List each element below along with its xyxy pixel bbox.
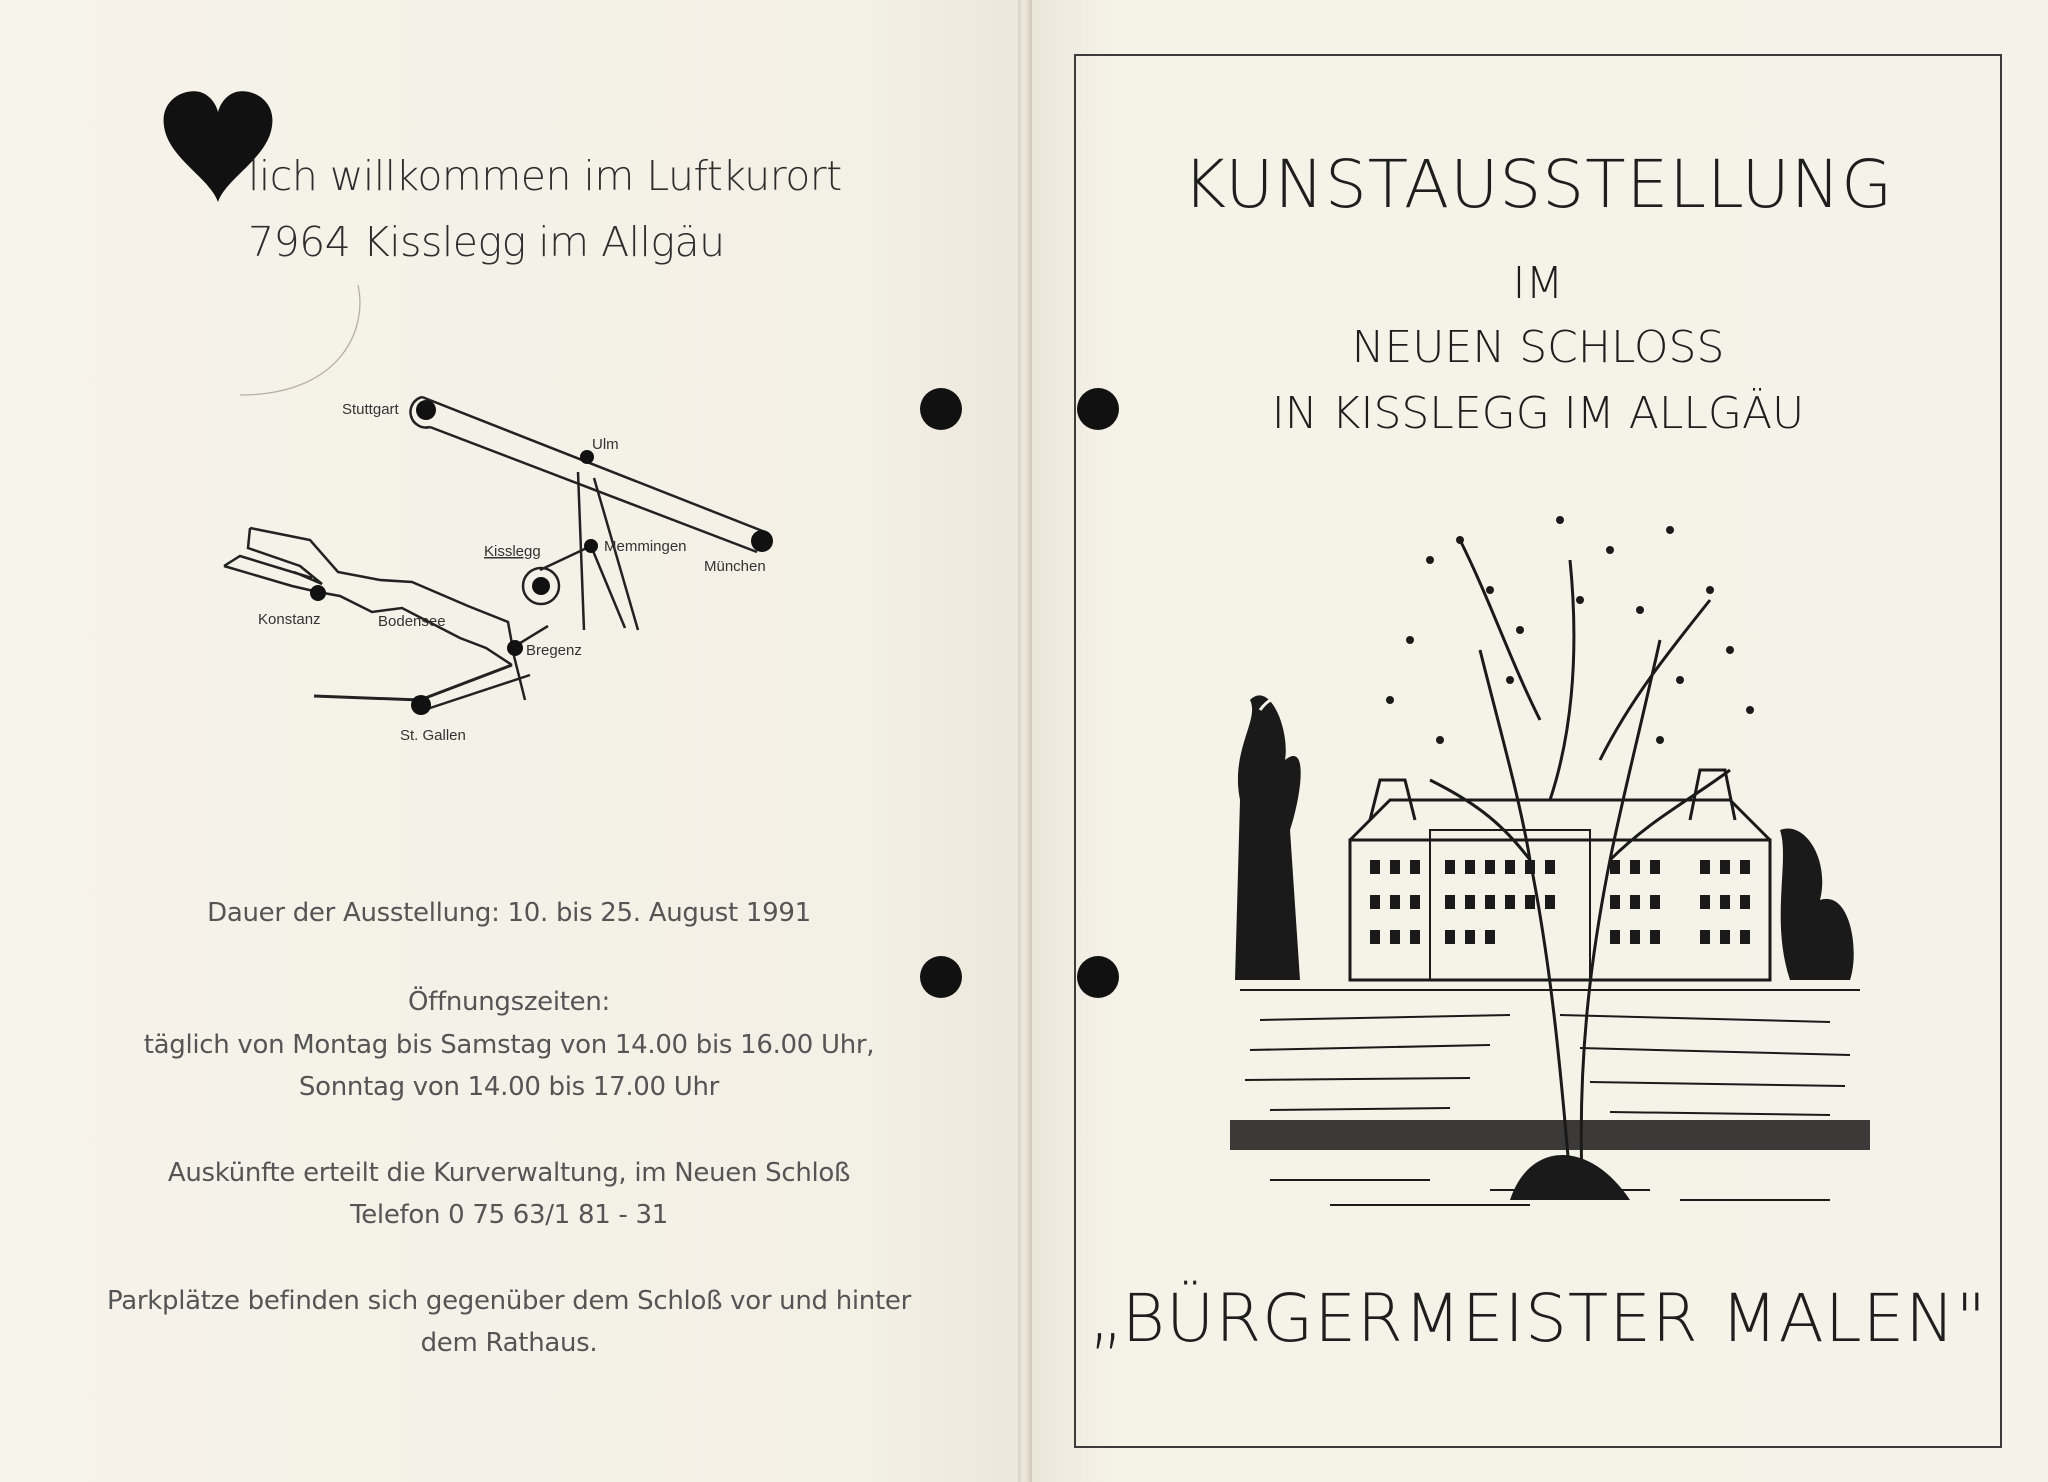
- kisslegg-dot: [532, 577, 550, 595]
- castle-sketch-illustration: [1230, 500, 1870, 1240]
- label-ulm: Ulm: [592, 436, 619, 453]
- greeting-line-2: 7964 Kisslegg im Allgäu: [248, 218, 725, 266]
- contact-line-1: Auskünfte erteilt die Kurverwaltung, im Neuen Schloß: [167, 1158, 851, 1188]
- muenchen-dot: [751, 530, 773, 552]
- page-fold: [1018, 0, 1032, 1482]
- parking-line-2: dem Rathaus.: [420, 1328, 598, 1358]
- stgallen-dot: [411, 695, 431, 715]
- highway-stuttgart-muenchen-top: [422, 397, 765, 532]
- left-panel: [0, 0, 1018, 1482]
- label-muenchen: München: [704, 558, 766, 575]
- label-kisslegg: Kisslegg: [484, 543, 541, 560]
- cover-motto: „BÜRGERMEISTER MALEN": [1088, 1280, 1988, 1357]
- punch-hole: [920, 956, 962, 998]
- label-stuttgart: Stuttgart: [342, 401, 399, 418]
- hours-title: Öffnungszeiten:: [407, 987, 611, 1017]
- greeting-line-1: lich willkommen im Luftkurort: [248, 152, 842, 200]
- contact-line-2: Telefon 0 75 63/1 81 - 31: [350, 1200, 668, 1230]
- cover-title: KUNSTAUSSTELLUNG: [1182, 146, 1894, 223]
- stuttgart-dot: [416, 400, 436, 420]
- konstanz-dot: [310, 585, 326, 601]
- route-map: [0, 0, 1018, 800]
- label-bodensee: Bodensee: [378, 613, 446, 630]
- hours-weekdays: täglich von Montag bis Samstag von 14.00 bis 16.00 Uhr,: [143, 1030, 875, 1060]
- parking-line-1: Parkplätze befinden sich gegenüber dem Schloß vor und hinter: [107, 1286, 911, 1316]
- lake-shore-north: [250, 528, 514, 655]
- cover-line-im: IM: [1512, 258, 1564, 309]
- duration-text: Dauer der Ausstellung: 10. bis 25. August 1991: [207, 898, 811, 928]
- label-bregenz: Bregenz: [526, 642, 582, 659]
- hours-sunday: Sonntag von 14.00 bis 17.00 Uhr: [298, 1072, 720, 1102]
- punch-hole: [920, 388, 962, 430]
- faint-curve: [240, 285, 360, 395]
- label-memmingen: Memmingen: [604, 538, 687, 555]
- cover-line-schloss: NEUEN SCHLOSS: [1351, 322, 1725, 373]
- cover-line-location: IN KISSLEGG IM ALLGÄU: [1271, 388, 1805, 439]
- bregenz-dot: [507, 640, 523, 656]
- label-konstanz: Konstanz: [258, 611, 321, 628]
- memmingen-dot: [584, 539, 598, 553]
- label-stgallen: St. Gallen: [400, 727, 466, 744]
